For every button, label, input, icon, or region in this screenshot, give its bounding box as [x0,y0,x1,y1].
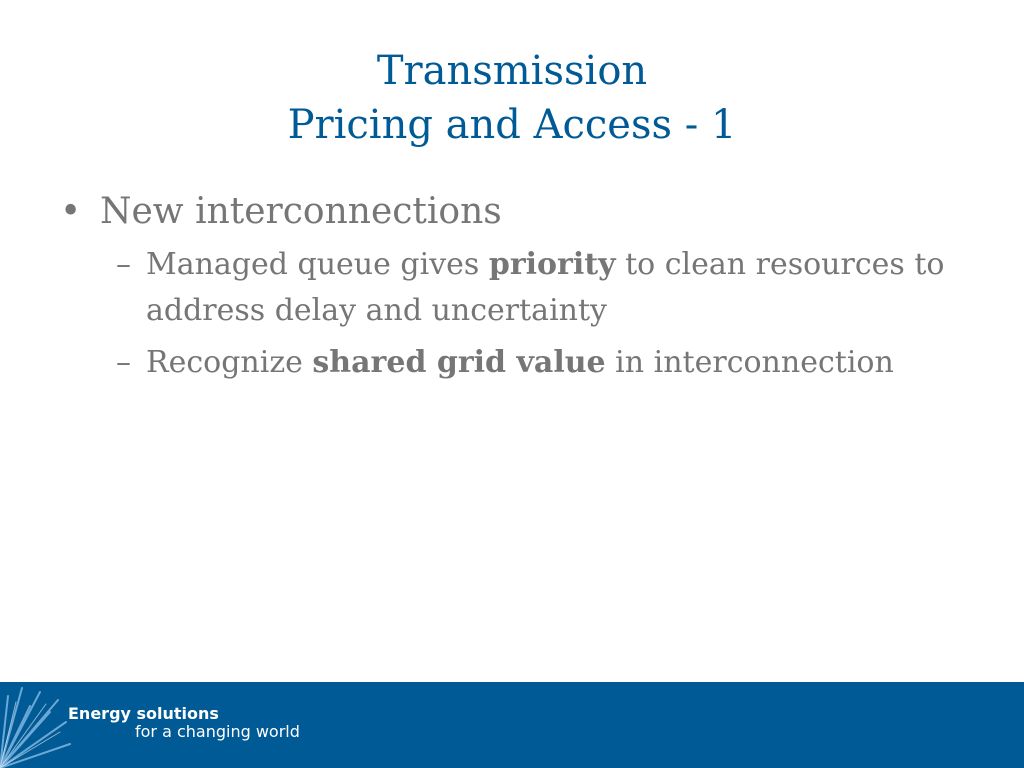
subbullet-item [60,242,960,334]
title-line-2: Pricing and Access - 1 [287,102,737,148]
dash-icon: – [116,345,131,380]
title-line-1: Transmission [376,48,648,94]
footer-band [0,682,1024,768]
dash-icon: – [116,247,131,282]
subbullet-text-bold: shared grid value [312,345,606,380]
bullet-icon: • [60,191,82,232]
bullet-text: New interconnections [100,191,502,232]
subbullet-text-bold: priority [488,247,616,282]
subbullet-text-post: to clean resources to address delay and uncertainty [146,247,945,328]
starburst-logo-icon [0,682,80,768]
subbullet-text-pre: Recognize [146,345,313,380]
tagline-primary: Energy solutions [68,704,219,723]
bullet-item [60,188,960,236]
subbullet-text-pre: Managed queue gives [146,247,489,282]
subbullet-item [60,340,960,386]
slide-body [60,188,960,386]
tagline-secondary: for a changing world [135,722,300,741]
slide-title [0,44,1024,152]
subbullet-text-post: in interconnection [605,345,894,380]
